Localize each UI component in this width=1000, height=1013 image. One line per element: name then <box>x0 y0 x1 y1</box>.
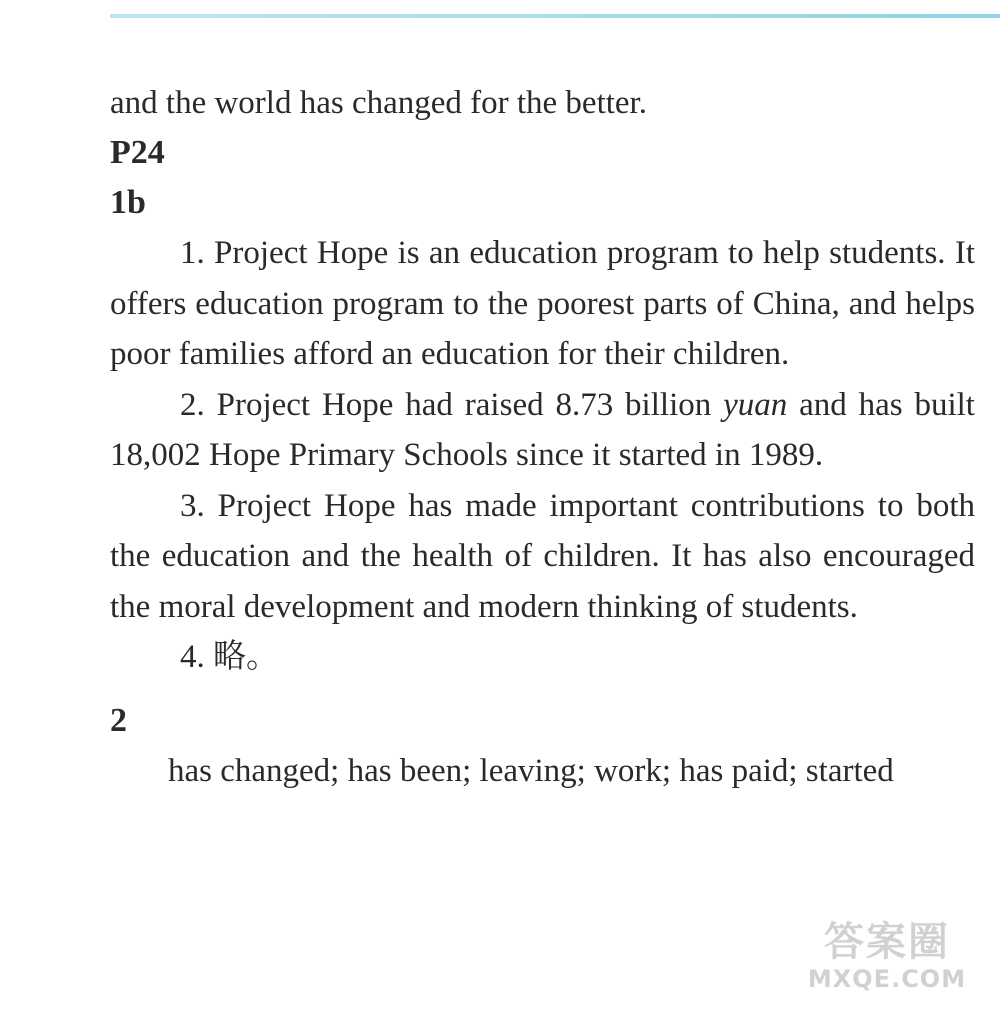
answer-2-after: and has built 18,002 Hope Primary Schools since it started in 1989. <box>110 386 975 473</box>
section-2-answer: has changed; has been; leaving; work; has paid; started <box>168 752 894 789</box>
watermark-bottom-text: MXQE.COM <box>807 965 967 993</box>
answer-4: 4. 略。 <box>180 639 279 675</box>
watermark-top-text: 答案圈 <box>824 919 950 965</box>
answer-2 <box>110 380 975 481</box>
answer-1: 1. Project Hope is an education program to help students. It offers education program to the poorest parts of China, and helps poor families afford an education for their children. <box>110 235 975 372</box>
continuation-line: and the world has changed for the better. <box>110 85 647 121</box>
section-1b-label: 1b <box>110 184 146 221</box>
answer-2-before: 2. Project Hope had raised 8.73 billion <box>180 386 724 423</box>
watermark-logo <box>792 920 982 1005</box>
page-label: P24 <box>110 134 165 171</box>
section-2-label: 2 <box>110 701 127 739</box>
answer-2-italic-word: yuan <box>723 386 788 423</box>
answer-page <box>110 78 975 796</box>
top-rule <box>110 14 1000 18</box>
answer-3: 3. Project Hope has made important contributions to both the education and the health of children. It has also encouraged the moral development and modern thinking of students. <box>110 487 975 625</box>
